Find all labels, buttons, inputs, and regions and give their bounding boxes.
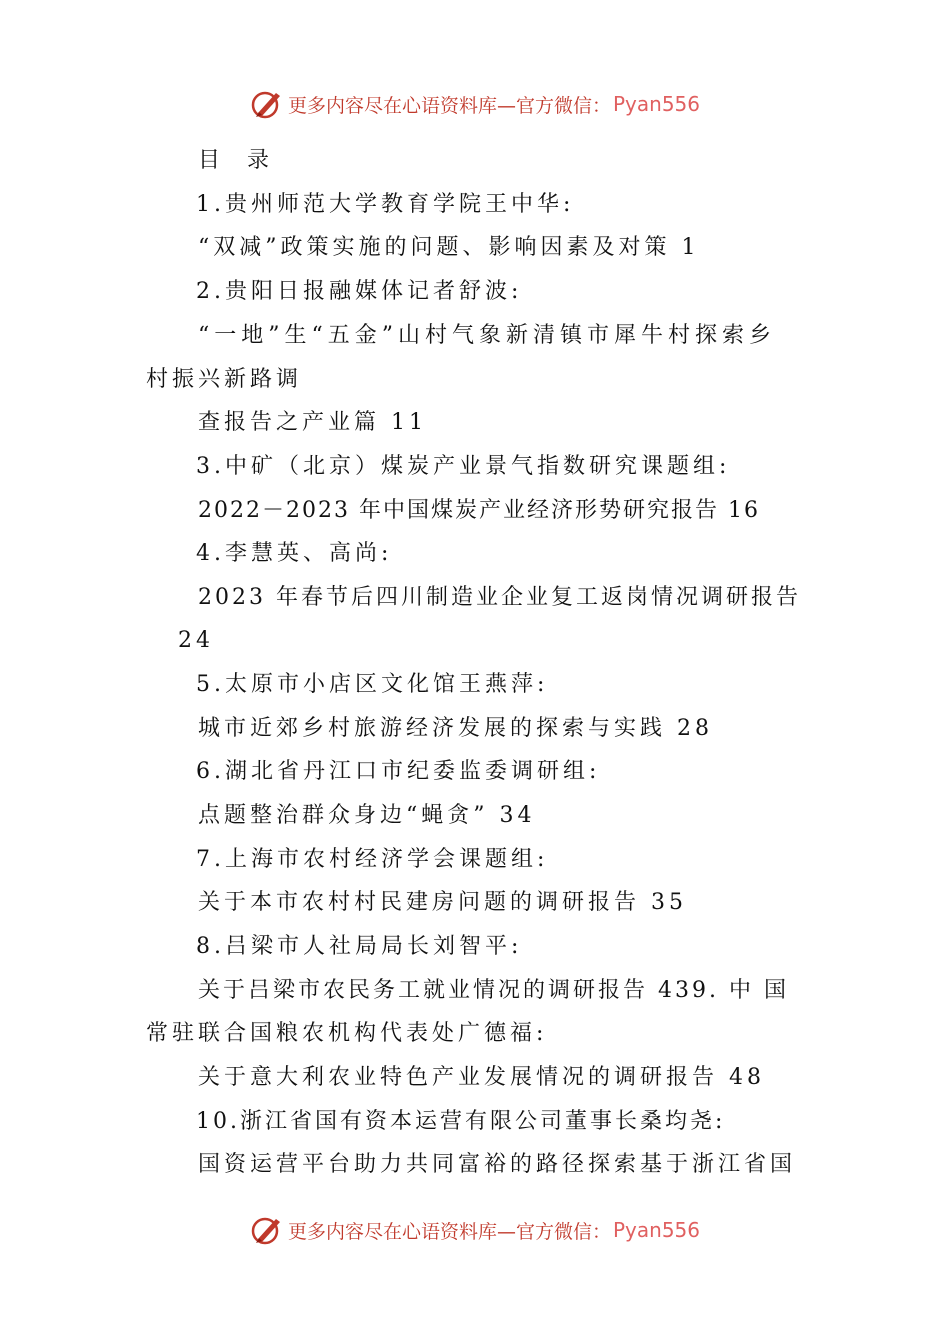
toc-line: 5.太原市小店区文化馆王燕萍: xyxy=(196,672,549,697)
toc-line: 常驻联合国粮农机构代表处广德福: xyxy=(146,1021,548,1046)
toc-line: 24 xyxy=(178,628,214,653)
toc-line: “一地”生“五金”山村气象新清镇市犀牛村探索乡 xyxy=(198,323,776,348)
pen-logo-icon xyxy=(250,1213,284,1247)
banner-wechat-id: Pyan556 xyxy=(613,1218,701,1242)
toc-line: 国资运营平台助力共同富裕的路径探索基于浙江省国 xyxy=(198,1152,797,1177)
toc-line: 关于本市农村村民建房问题的调研报告 35 xyxy=(198,890,687,915)
toc-line: 7.上海市农村经济学会课题组: xyxy=(196,847,549,872)
header-banner xyxy=(0,84,950,124)
toc-line: 关于意大利农业特色产业发展情况的调研报告 48 xyxy=(198,1065,765,1090)
toc-line: 关于吕梁市农民务工就业情况的调研报告 439. 中 国 xyxy=(198,978,789,1003)
banner-text: 更多内容尽在心语资料库—官方微信： xyxy=(287,94,611,117)
toc-line: 1.贵州师范大学教育学院王中华: xyxy=(196,192,575,217)
toc-line: 2023 年春节后四川制造业企业复工返岗情况调研报告 xyxy=(198,585,801,610)
toc-line: 3.中矿（北京）煤炭产业景气指数研究课题组: xyxy=(196,454,731,479)
toc-line: 6.湖北省丹江口市纪委监委调研组: xyxy=(196,759,601,784)
toc-line: 查报告之产业篇 11 xyxy=(198,410,427,435)
toc-line: 点题整治群众身边“蝇贪” 34 xyxy=(198,803,536,828)
pen-logo-icon xyxy=(250,87,284,121)
toc-line: 4.李慧英、高尚: xyxy=(196,541,393,566)
toc-heading: 目 录 xyxy=(198,148,279,173)
toc-line: 8.吕梁市人社局局长刘智平: xyxy=(196,934,523,959)
banner-wechat-id: Pyan556 xyxy=(613,92,701,116)
footer-banner xyxy=(0,1210,950,1250)
banner-text: 更多内容尽在心语资料库—官方微信： xyxy=(287,1220,611,1243)
toc-line: 2.贵阳日报融媒体记者舒波: xyxy=(196,279,523,304)
toc-line: 10.浙江省国有资本运营有限公司董事长桑均尧: xyxy=(196,1109,726,1134)
toc-line: 村振兴新路调 xyxy=(146,367,303,392)
toc-line: 2022－2023 年中国煤炭产业经济形势研究报告 16 xyxy=(198,498,760,523)
toc-line: 城市近郊乡村旅游经济发展的探索与实践 28 xyxy=(198,716,713,741)
toc-line: “双减”政策实施的问题、影响因素及对策 1 xyxy=(198,235,700,260)
